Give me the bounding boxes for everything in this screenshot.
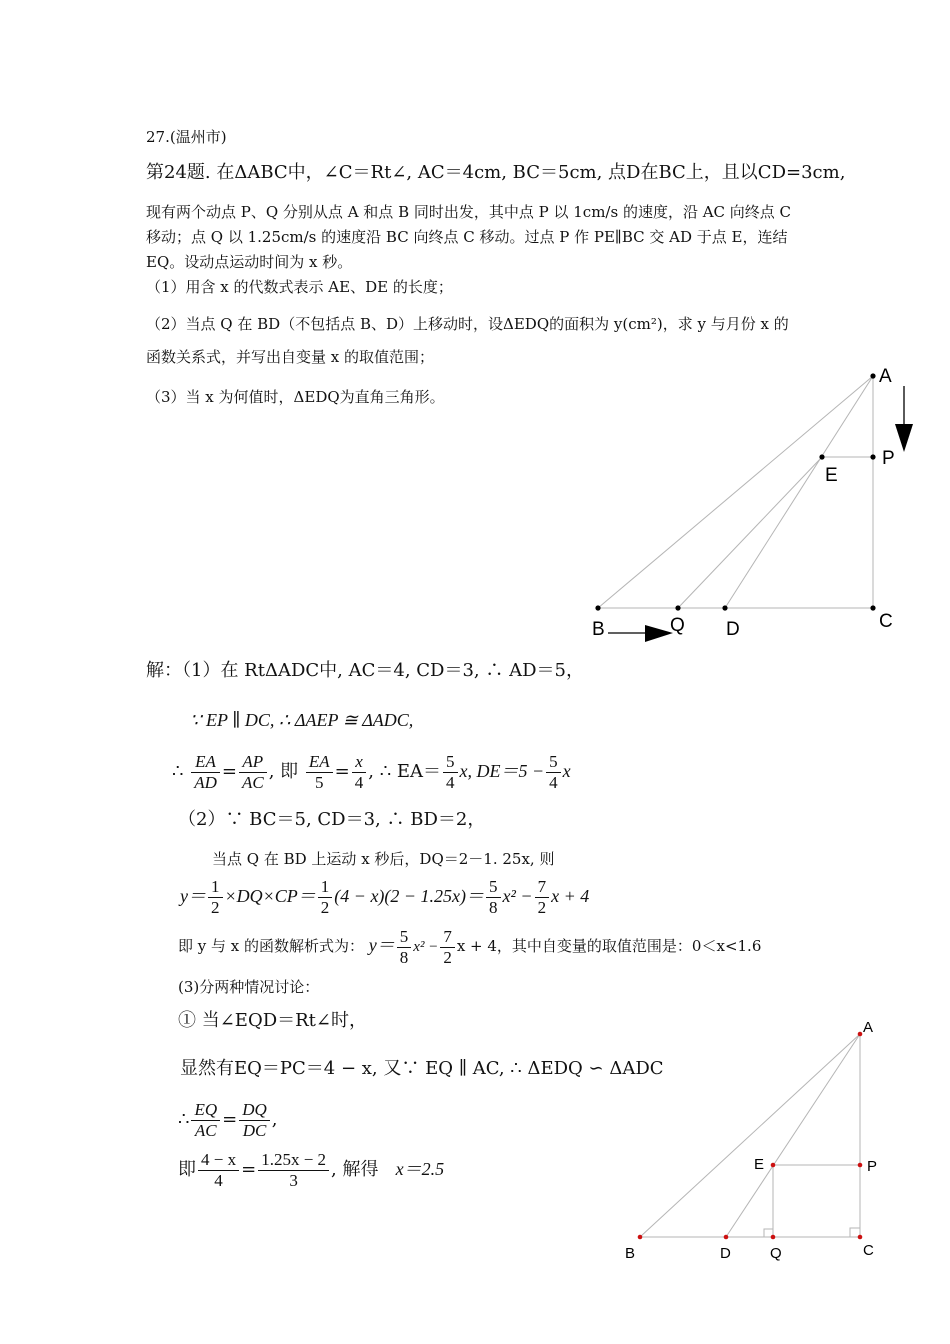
point-d [722, 605, 727, 610]
fraction-125x-3: $\frac{1.25x - 2}{3}$ [258, 1150, 329, 1191]
point-q-2 [771, 1235, 776, 1240]
problem-line-2: 现有两个动点 P、Q 分别从点 A 和点 B 同时出发，其中点 P 以 1cm/s 的速度，沿 AC 向终点 C [146, 203, 792, 221]
point-a-2 [858, 1032, 863, 1037]
segment-ab-2 [640, 1034, 860, 1237]
fraction-5-4: $\frac{5}{4}$ [443, 752, 458, 793]
figure-1 [580, 360, 930, 650]
solution-step-7: 即 y 与 x 的函数解析式为： y＝ $\frac{5}{8}$ x² − $\frac{7}{2}$ x + 4，其中自变量的取值范围是：0＜x<1.6 [178, 926, 762, 967]
solution-step-4: （2）∵ BC＝5, CD＝3, ∴ BD＝2， [178, 809, 486, 830]
solution-step-9: ① 当∠EQD＝Rt∠时， [178, 1010, 367, 1031]
label-b: B [592, 619, 605, 640]
label-q: Q [670, 615, 685, 636]
point-c [870, 605, 875, 610]
solution-step-6: y＝ $\frac{1}{2}$ ×DQ×CP＝ $\frac{1}{2}$ (4 − x)(2 − 1.25x)＝ $\frac{5}{8}$ x² − $\frac{7}{2}$ x + 4 [180, 876, 590, 917]
source-title: 27.(温州市) [146, 128, 227, 146]
point-c-2 [858, 1235, 863, 1240]
label-p: P [882, 448, 895, 469]
label-c-2: C [863, 1242, 874, 1259]
solution-step-3: ∴ $\frac{EA}{AD}$ = $\frac{AP}{AC}$ , 即 $\frac{EA}{5}$ = $\frac{x}{4}$ , ∴ EA＝ $\frac{5}{4}$ x, DE＝5 − $\frac{5}{4}$ x [172, 751, 571, 792]
question-3: （3）当 x 为何值时，ΔEDQ为直角三角形。 [146, 388, 445, 406]
solution-step-1: 解：（1）在 RtΔADC中, AC＝4, CD＝3, ∴ AD＝5， [146, 660, 584, 681]
point-b [595, 605, 600, 610]
solution-step-5: 当点 Q 在 BD 上运动 x 秒后，DQ＝2－1. 25x, 则 [212, 850, 555, 868]
point-b-2 [638, 1235, 643, 1240]
segment-ab [598, 376, 873, 608]
question-2: （2）当点 Q 在 BD（不包括点 B、D）上移动时，设ΔEDQ的面积为 y(cm²)，求 y 与月份 x 的 [146, 315, 789, 333]
point-e [819, 454, 824, 459]
label-q-2: Q [770, 1245, 782, 1262]
fraction-x-4: $\frac{x}{4}$ [352, 752, 367, 793]
label-a-2: A [863, 1019, 874, 1036]
fraction-1-2-b: $\frac{1}{2}$ [318, 877, 333, 918]
figure-2 [615, 1010, 895, 1270]
label-b-2: B [625, 1245, 636, 1262]
problem-intro: 第24题. 在ΔABC中，∠C＝Rt∠, AC＝4cm, BC＝5cm, 点D在BC上，且以CD=3cm, [146, 162, 846, 183]
solution-step-11: ∴ $\frac{EQ}{AC}$ = $\frac{DQ}{DC}$ , [178, 1099, 278, 1140]
point-d-2 [724, 1235, 729, 1240]
label-d: D [726, 619, 740, 640]
label-e: E [825, 465, 838, 486]
label-a: A [879, 366, 892, 387]
label-d-2: D [720, 1245, 731, 1262]
point-p-2 [858, 1163, 863, 1168]
fraction-ea-5: $\frac{EA}{5}$ [306, 752, 333, 793]
fraction-7-2: $\frac{7}{2}$ [535, 877, 550, 918]
point-p [870, 454, 875, 459]
question-2-cont: 函数关系式，并写出自变量 x 的取值范围； [146, 348, 434, 366]
label-p-2: P [867, 1158, 878, 1175]
solution-step-12: 即 $\frac{4 - x}{4}$ = $\frac{1.25x - 2}{3}$ , 解得 x＝2.5 [178, 1149, 445, 1190]
problem-line-4: EQ。设动点运动时间为 x 秒。 [146, 253, 353, 271]
fraction-4x-4: $\frac{4 - x}{4}$ [198, 1150, 239, 1191]
label-c: C [879, 611, 893, 632]
fraction-5-8-b: $\frac{5}{8}$ [397, 927, 412, 968]
fraction-1-2: $\frac{1}{2}$ [208, 877, 223, 918]
arrow-down-icon [895, 424, 913, 452]
fraction-ea-ad: $\frac{EA}{AD}$ [191, 752, 220, 793]
segment-ad-2 [726, 1034, 860, 1237]
point-q [675, 605, 680, 610]
question-1: （1）用含 x 的代数式表示 AE、DE 的长度； [146, 278, 453, 296]
solution-step-2: ∵ EP ∥ DC, ∴ ΔAEP ≅ ΔADC, [190, 710, 414, 730]
fraction-eq-ac: $\frac{EQ}{AC}$ [191, 1100, 220, 1141]
segment-ad [725, 376, 873, 608]
fraction-dq-dc: $\frac{DQ}{DC}$ [239, 1100, 270, 1141]
fraction-ap-ac: $\frac{AP}{AC}$ [239, 752, 267, 793]
solution-step-10: 显然有EQ＝PC＝4 − x, 又∵ EQ ∥ AC, ∴ ΔEDQ ∽ ΔADC [180, 1058, 664, 1079]
solution-step-8: (3)分两种情况讨论： [178, 978, 320, 996]
problem-line-3: 移动；点 Q 以 1.25cm/s 的速度沿 BC 向终点 C 移动。过点 P 作 PE∥BC 交 AD 于点 E，连结 [146, 228, 788, 246]
fraction-5-8: $\frac{5}{8}$ [486, 877, 501, 918]
fraction-5-4-b: $\frac{5}{4}$ [546, 752, 561, 793]
label-e-2: E [754, 1156, 765, 1173]
point-a [870, 373, 875, 378]
point-e-2 [771, 1163, 776, 1168]
fraction-7-2-b: $\frac{7}{2}$ [440, 927, 455, 968]
arrow-right-icon [645, 625, 673, 642]
